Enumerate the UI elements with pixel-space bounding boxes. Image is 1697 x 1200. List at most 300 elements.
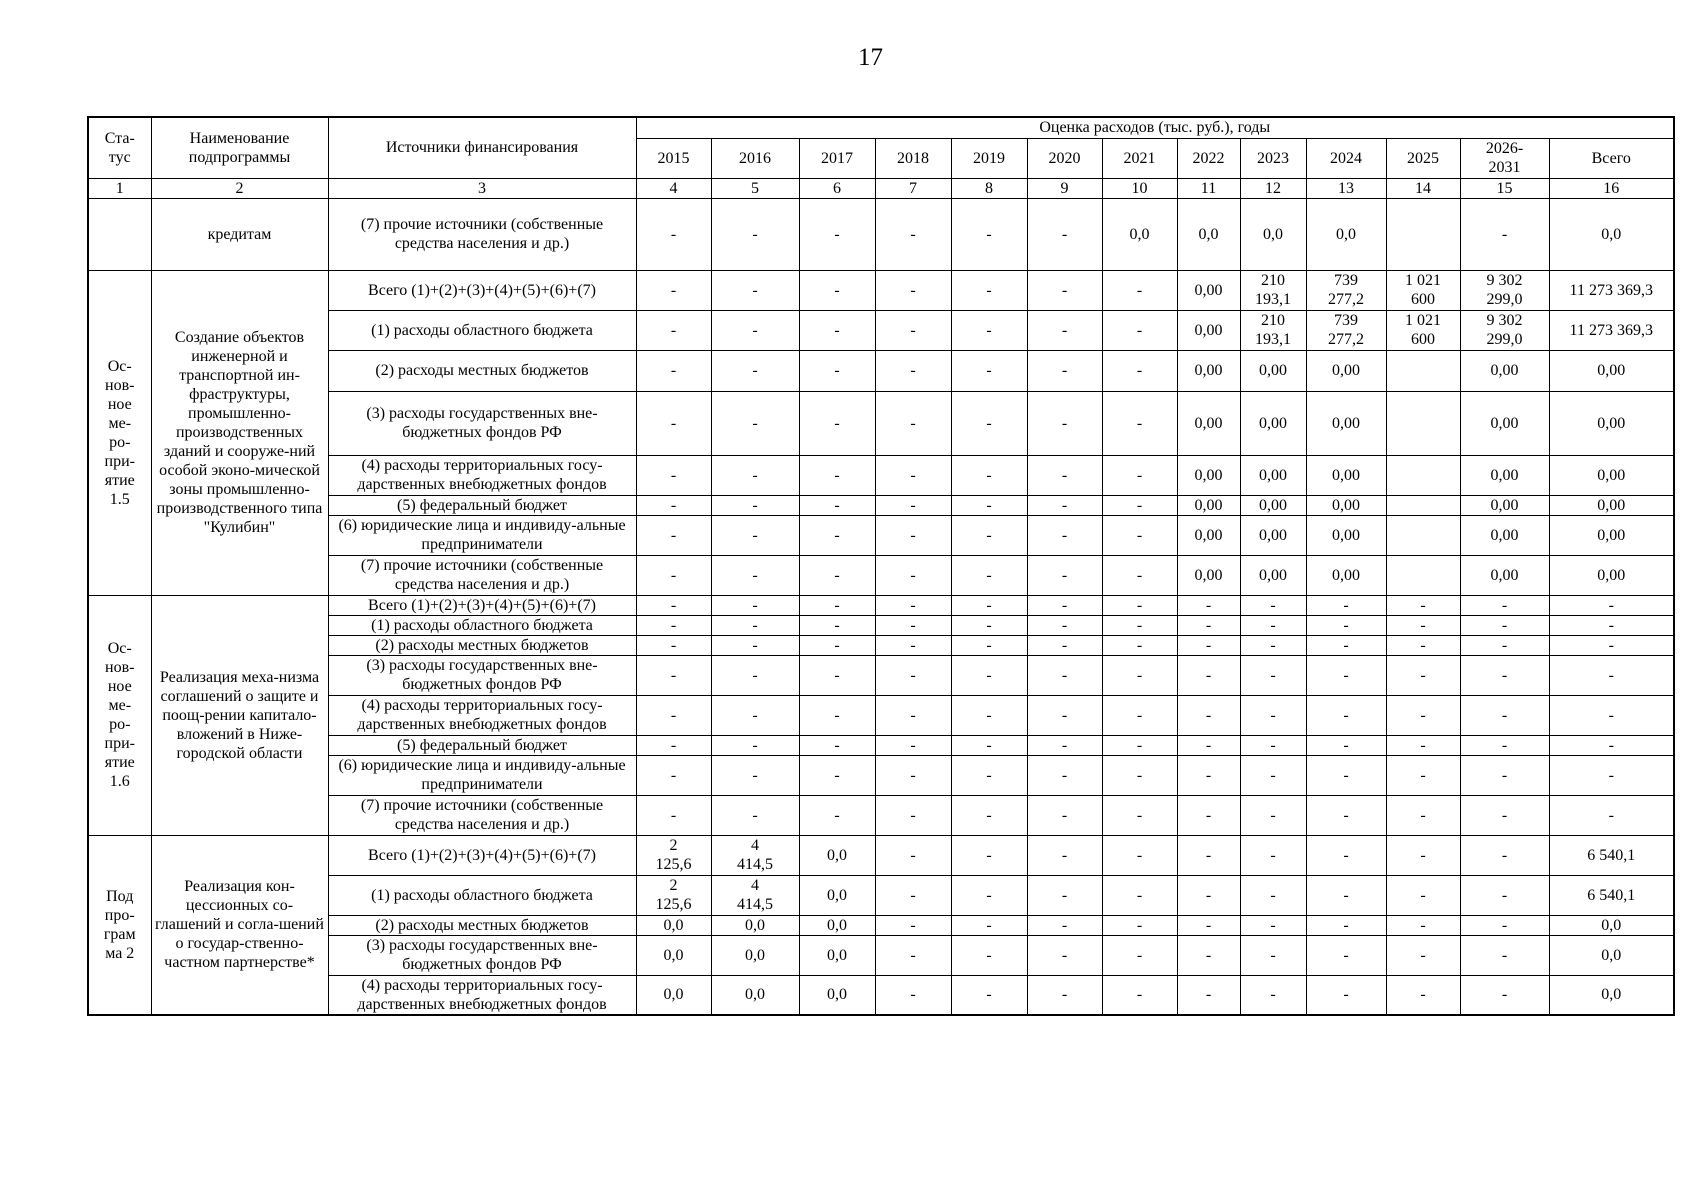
- table-row: [88, 595, 1674, 615]
- header-status: Ста- тус: [88, 117, 151, 178]
- value-cell: -: [951, 795, 1027, 835]
- value-cell: -: [951, 310, 1027, 350]
- value-cell: -: [1027, 310, 1102, 350]
- header-year: 2026- 2031: [1460, 138, 1549, 178]
- value-cell: -: [951, 735, 1027, 755]
- value-cell: 0,00: [1177, 555, 1240, 595]
- value-cell: 6 540,1: [1549, 835, 1674, 875]
- value-cell: -: [1386, 735, 1460, 755]
- value-cell: -: [1027, 555, 1102, 595]
- value-cell: -: [636, 391, 711, 455]
- value-cell: -: [711, 391, 799, 455]
- value-cell: -: [636, 635, 711, 655]
- value-cell: -: [1240, 655, 1306, 695]
- table-row: [88, 270, 1674, 310]
- value-cell: -: [1240, 755, 1306, 795]
- value-cell: -: [799, 595, 875, 615]
- funding-source: (7) прочие источники (собственные средства населения и др.): [328, 555, 636, 595]
- value-cell: -: [1240, 615, 1306, 635]
- value-cell: -: [1460, 915, 1549, 935]
- value-cell: -: [1177, 735, 1240, 755]
- value-cell: -: [1460, 595, 1549, 615]
- value-cell: 0,0: [1549, 198, 1674, 270]
- value-cell: 2 125,6: [636, 875, 711, 915]
- value-cell: 0,0: [1102, 198, 1177, 270]
- value-cell: -: [1386, 975, 1460, 1015]
- funding-source: (2) расходы местных бюджетов: [328, 915, 636, 935]
- funding-source: (4) расходы территориальных госу-дарственных внебюджетных фондов: [328, 695, 636, 735]
- value-cell: -: [1240, 975, 1306, 1015]
- funding-source: (2) расходы местных бюджетов: [328, 635, 636, 655]
- value-cell: -: [636, 735, 711, 755]
- value-cell: -: [1549, 635, 1674, 655]
- value-cell: 0,0: [1549, 935, 1674, 975]
- value-cell: -: [875, 350, 951, 391]
- value-cell: 0,0: [1549, 915, 1674, 935]
- value-cell: -: [1240, 915, 1306, 935]
- value-cell: -: [951, 835, 1027, 875]
- funding-source: (4) расходы территориальных госу-дарственных внебюджетных фондов: [328, 975, 636, 1015]
- value-cell: -: [1240, 595, 1306, 615]
- value-cell: -: [875, 655, 951, 695]
- value-cell: -: [1177, 695, 1240, 735]
- value-cell: -: [1460, 695, 1549, 735]
- value-cell: -: [1460, 735, 1549, 755]
- value-cell: 0,00: [1460, 455, 1549, 495]
- value-cell: -: [1549, 595, 1674, 615]
- header-year: 2016: [711, 138, 799, 178]
- value-cell: 0,00: [1240, 555, 1306, 595]
- value-cell: -: [1027, 915, 1102, 935]
- value-cell: -: [1027, 695, 1102, 735]
- value-cell: 4 414,5: [711, 835, 799, 875]
- value-cell: -: [1027, 515, 1102, 555]
- value-cell: 210 193,1: [1240, 310, 1306, 350]
- value-cell: 0,0: [1306, 198, 1386, 270]
- value-cell: -: [1027, 655, 1102, 695]
- header-row: [88, 117, 1674, 138]
- table-row: [88, 198, 1674, 270]
- value-cell: 0,00: [1177, 350, 1240, 391]
- value-cell: 0,00: [1460, 391, 1549, 455]
- value-cell: -: [1102, 595, 1177, 615]
- header-name: Наименование подпрограммы: [151, 117, 328, 178]
- value-cell: -: [1386, 655, 1460, 695]
- value-cell: -: [1386, 635, 1460, 655]
- value-cell: -: [799, 615, 875, 635]
- value-cell: -: [951, 595, 1027, 615]
- value-cell: -: [1306, 975, 1386, 1015]
- value-cell: [1386, 495, 1460, 515]
- value-cell: -: [799, 735, 875, 755]
- value-cell: -: [1102, 635, 1177, 655]
- header-year: 2023: [1240, 138, 1306, 178]
- value-cell: -: [1102, 795, 1177, 835]
- value-cell: 0,00: [1306, 350, 1386, 391]
- value-cell: 11 273 369,3: [1549, 310, 1674, 350]
- value-cell: -: [636, 515, 711, 555]
- value-cell: -: [1027, 935, 1102, 975]
- value-cell: -: [1027, 635, 1102, 655]
- value-cell: -: [1306, 755, 1386, 795]
- header-year: Всего: [1549, 138, 1674, 178]
- value-cell: -: [711, 695, 799, 735]
- value-cell: -: [1177, 915, 1240, 935]
- value-cell: -: [1027, 735, 1102, 755]
- value-cell: 0,00: [1549, 495, 1674, 515]
- value-cell: 4 414,5: [711, 875, 799, 915]
- subprogram-name: Создание объектов инженерной и транспортной ин-фраструктуры, промышленно-производственных зданий и сооруже-ний особой эконо-мической зоны промышленно-производственного типа "Кулибин": [151, 270, 328, 595]
- value-cell: -: [1027, 875, 1102, 915]
- value-cell: -: [1306, 595, 1386, 615]
- value-cell: -: [951, 635, 1027, 655]
- value-cell: -: [1027, 595, 1102, 615]
- value-cell: -: [1177, 655, 1240, 695]
- value-cell: -: [1460, 615, 1549, 635]
- value-cell: -: [951, 515, 1027, 555]
- subprogram-name: Реализация кон-цессионных со-глашений и согла-шений о государ-ственно-частном партнерстве*: [151, 835, 328, 1015]
- value-cell: -: [1177, 795, 1240, 835]
- value-cell: -: [1306, 875, 1386, 915]
- status-cell: Ос- нов- ное ме- ро- при- ятие 1.5: [88, 270, 151, 595]
- status-cell: Ос- нов- ное ме- ро- при- ятие 1.6: [88, 595, 151, 835]
- value-cell: -: [711, 555, 799, 595]
- value-cell: -: [799, 455, 875, 495]
- value-cell: -: [1102, 655, 1177, 695]
- value-cell: -: [1102, 835, 1177, 875]
- value-cell: -: [799, 515, 875, 555]
- value-cell: -: [1460, 875, 1549, 915]
- value-cell: 0,00: [1549, 515, 1674, 555]
- value-cell: -: [875, 835, 951, 875]
- header-year: 2020: [1027, 138, 1102, 178]
- value-cell: -: [636, 310, 711, 350]
- value-cell: [1386, 198, 1460, 270]
- value-cell: 0,0: [636, 935, 711, 975]
- value-cell: -: [1027, 270, 1102, 310]
- value-cell: 0,00: [1306, 391, 1386, 455]
- value-cell: -: [1386, 695, 1460, 735]
- value-cell: -: [799, 555, 875, 595]
- value-cell: 0,00: [1306, 455, 1386, 495]
- funding-source: Всего (1)+(2)+(3)+(4)+(5)+(6)+(7): [328, 595, 636, 615]
- value-cell: 0,00: [1306, 495, 1386, 515]
- value-cell: 739 277,2: [1306, 270, 1386, 310]
- value-cell: -: [1306, 615, 1386, 635]
- value-cell: -: [1177, 935, 1240, 975]
- value-cell: 0,00: [1549, 555, 1674, 595]
- funding-source: (3) расходы государственных вне-бюджетных фондов РФ: [328, 391, 636, 455]
- value-cell: -: [951, 655, 1027, 695]
- column-number: 5: [711, 178, 799, 198]
- value-cell: -: [1102, 875, 1177, 915]
- page-number: 17: [858, 44, 883, 71]
- funding-source: (3) расходы государственных вне-бюджетных фондов РФ: [328, 935, 636, 975]
- value-cell: 1 021 600: [1386, 310, 1460, 350]
- value-cell: -: [875, 795, 951, 835]
- value-cell: -: [636, 350, 711, 391]
- value-cell: 0,0: [799, 975, 875, 1015]
- value-cell: -: [1102, 695, 1177, 735]
- value-cell: -: [1240, 735, 1306, 755]
- value-cell: 0,00: [1177, 455, 1240, 495]
- value-cell: 1 021 600: [1386, 270, 1460, 310]
- value-cell: -: [799, 655, 875, 695]
- value-cell: 0,0: [1240, 198, 1306, 270]
- value-cell: -: [799, 198, 875, 270]
- column-number: 13: [1306, 178, 1386, 198]
- value-cell: 0,00: [1460, 350, 1549, 391]
- value-cell: -: [875, 515, 951, 555]
- funding-source: (6) юридические лица и индивиду-альные предприниматели: [328, 515, 636, 555]
- value-cell: -: [1177, 975, 1240, 1015]
- value-cell: -: [951, 935, 1027, 975]
- value-cell: 0,0: [799, 935, 875, 975]
- value-cell: -: [1102, 915, 1177, 935]
- value-cell: -: [951, 270, 1027, 310]
- header-year: 2025: [1386, 138, 1460, 178]
- column-number: 12: [1240, 178, 1306, 198]
- value-cell: -: [875, 391, 951, 455]
- value-cell: -: [1306, 635, 1386, 655]
- value-cell: -: [1027, 975, 1102, 1015]
- value-cell: 0,00: [1306, 515, 1386, 555]
- value-cell: -: [1306, 835, 1386, 875]
- value-cell: -: [1027, 455, 1102, 495]
- funding-source: (2) расходы местных бюджетов: [328, 350, 636, 391]
- value-cell: -: [711, 735, 799, 755]
- value-cell: 0,0: [711, 915, 799, 935]
- status-cell: Под про- грам ма 2: [88, 835, 151, 1015]
- value-cell: -: [799, 695, 875, 735]
- value-cell: -: [636, 595, 711, 615]
- value-cell: -: [636, 755, 711, 795]
- column-number: 16: [1549, 178, 1674, 198]
- value-cell: -: [1306, 935, 1386, 975]
- value-cell: -: [1386, 915, 1460, 935]
- value-cell: -: [711, 198, 799, 270]
- column-number: 11: [1177, 178, 1240, 198]
- value-cell: -: [636, 555, 711, 595]
- header-sources: Источники финансирования: [328, 117, 636, 178]
- value-cell: -: [1306, 915, 1386, 935]
- value-cell: 0,0: [636, 975, 711, 1015]
- value-cell: -: [951, 555, 1027, 595]
- value-cell: -: [1102, 455, 1177, 495]
- subprogram-name: Реализация меха-низма соглашений о защите и поощ-рении капитало-вложений в Ниже-городской области: [151, 595, 328, 835]
- value-cell: -: [951, 915, 1027, 935]
- value-cell: -: [636, 270, 711, 310]
- column-number: 9: [1027, 178, 1102, 198]
- value-cell: -: [1027, 795, 1102, 835]
- column-number: 3: [328, 178, 636, 198]
- value-cell: -: [799, 495, 875, 515]
- column-number: 8: [951, 178, 1027, 198]
- funding-source: (5) федеральный бюджет: [328, 735, 636, 755]
- value-cell: [1386, 455, 1460, 495]
- value-cell: -: [875, 270, 951, 310]
- funding-source: (1) расходы областного бюджета: [328, 875, 636, 915]
- column-number: 7: [875, 178, 951, 198]
- value-cell: -: [799, 755, 875, 795]
- value-cell: -: [951, 755, 1027, 795]
- value-cell: -: [951, 391, 1027, 455]
- value-cell: -: [799, 310, 875, 350]
- value-cell: -: [1386, 935, 1460, 975]
- value-cell: -: [875, 735, 951, 755]
- value-cell: 0,00: [1549, 350, 1674, 391]
- value-cell: -: [1027, 755, 1102, 795]
- header-year: 2019: [951, 138, 1027, 178]
- value-cell: 0,0: [799, 915, 875, 935]
- column-number: 2: [151, 178, 328, 198]
- value-cell: 0,0: [799, 875, 875, 915]
- column-number: 4: [636, 178, 711, 198]
- value-cell: -: [875, 555, 951, 595]
- value-cell: -: [799, 635, 875, 655]
- value-cell: -: [1240, 695, 1306, 735]
- value-cell: -: [1240, 935, 1306, 975]
- value-cell: -: [1027, 198, 1102, 270]
- value-cell: -: [1240, 795, 1306, 835]
- value-cell: -: [1102, 391, 1177, 455]
- column-number: 10: [1102, 178, 1177, 198]
- value-cell: 0,00: [1460, 555, 1549, 595]
- value-cell: 0,0: [636, 915, 711, 935]
- value-cell: -: [711, 635, 799, 655]
- value-cell: -: [1102, 310, 1177, 350]
- value-cell: 0,00: [1240, 495, 1306, 515]
- funding-source: (4) расходы территориальных госу-дарственных внебюджетных фондов: [328, 455, 636, 495]
- value-cell: -: [799, 270, 875, 310]
- header-year: 2024: [1306, 138, 1386, 178]
- funding-source: (1) расходы областного бюджета: [328, 615, 636, 635]
- value-cell: 0,00: [1240, 391, 1306, 455]
- value-cell: -: [951, 495, 1027, 515]
- value-cell: -: [1549, 695, 1674, 735]
- value-cell: -: [1027, 350, 1102, 391]
- value-cell: -: [711, 755, 799, 795]
- value-cell: 0,00: [1240, 455, 1306, 495]
- value-cell: -: [711, 350, 799, 391]
- value-cell: -: [1460, 795, 1549, 835]
- value-cell: -: [1102, 495, 1177, 515]
- value-cell: 6 540,1: [1549, 875, 1674, 915]
- value-cell: 9 302 299,0: [1460, 310, 1549, 350]
- value-cell: -: [1386, 595, 1460, 615]
- value-cell: -: [1460, 655, 1549, 695]
- value-cell: 0,00: [1177, 310, 1240, 350]
- value-cell: -: [1549, 755, 1674, 795]
- value-cell: -: [1102, 615, 1177, 635]
- value-cell: -: [1027, 835, 1102, 875]
- value-cell: -: [1460, 755, 1549, 795]
- value-cell: -: [1027, 615, 1102, 635]
- value-cell: -: [636, 495, 711, 515]
- value-cell: -: [951, 615, 1027, 635]
- value-cell: -: [1460, 975, 1549, 1015]
- value-cell: 0,00: [1460, 495, 1549, 515]
- value-cell: -: [1027, 391, 1102, 455]
- value-cell: -: [1177, 635, 1240, 655]
- value-cell: -: [951, 975, 1027, 1015]
- value-cell: -: [875, 975, 951, 1015]
- value-cell: -: [1102, 350, 1177, 391]
- value-cell: 0,00: [1177, 391, 1240, 455]
- value-cell: -: [1460, 935, 1549, 975]
- value-cell: -: [711, 515, 799, 555]
- value-cell: -: [1306, 655, 1386, 695]
- header-year: 2018: [875, 138, 951, 178]
- value-cell: -: [1386, 835, 1460, 875]
- value-cell: -: [1027, 495, 1102, 515]
- value-cell: -: [1240, 635, 1306, 655]
- funding-source: (7) прочие источники (собственные средства населения и др.): [328, 198, 636, 270]
- value-cell: [1386, 515, 1460, 555]
- header-year: 2017: [799, 138, 875, 178]
- value-cell: -: [1549, 795, 1674, 835]
- value-cell: -: [1549, 655, 1674, 695]
- value-cell: -: [1177, 875, 1240, 915]
- value-cell: -: [1306, 695, 1386, 735]
- value-cell: 0,00: [1177, 270, 1240, 310]
- value-cell: 0,00: [1177, 515, 1240, 555]
- value-cell: -: [711, 455, 799, 495]
- value-cell: 0,00: [1460, 515, 1549, 555]
- value-cell: 0,0: [799, 835, 875, 875]
- funding-source: (3) расходы государственных вне-бюджетных фондов РФ: [328, 655, 636, 695]
- value-cell: -: [711, 270, 799, 310]
- value-cell: -: [875, 635, 951, 655]
- value-cell: -: [1102, 735, 1177, 755]
- value-cell: 9 302 299,0: [1460, 270, 1549, 310]
- value-cell: 0,00: [1177, 495, 1240, 515]
- value-cell: -: [875, 695, 951, 735]
- value-cell: -: [1177, 595, 1240, 615]
- value-cell: -: [636, 795, 711, 835]
- value-cell: [1386, 350, 1460, 391]
- value-cell: -: [951, 875, 1027, 915]
- value-cell: -: [875, 310, 951, 350]
- value-cell: -: [875, 615, 951, 635]
- value-cell: 0,00: [1306, 555, 1386, 595]
- value-cell: -: [636, 455, 711, 495]
- budget-table: [87, 116, 1675, 1016]
- funding-source: (1) расходы областного бюджета: [328, 310, 636, 350]
- value-cell: 0,0: [1177, 198, 1240, 270]
- value-cell: [1386, 555, 1460, 595]
- value-cell: -: [1386, 875, 1460, 915]
- value-cell: -: [711, 495, 799, 515]
- value-cell: -: [1240, 875, 1306, 915]
- funding-source: (6) юридические лица и индивиду-альные предприниматели: [328, 755, 636, 795]
- value-cell: -: [875, 455, 951, 495]
- funding-source: (5) федеральный бюджет: [328, 495, 636, 515]
- value-cell: -: [711, 595, 799, 615]
- header-year: 2022: [1177, 138, 1240, 178]
- column-number: 6: [799, 178, 875, 198]
- value-cell: -: [711, 655, 799, 695]
- value-cell: 2 125,6: [636, 835, 711, 875]
- value-cell: 11 273 369,3: [1549, 270, 1674, 310]
- value-cell: -: [1386, 755, 1460, 795]
- funding-source: (7) прочие источники (собственные средства населения и др.): [328, 795, 636, 835]
- value-cell: 0,0: [1549, 975, 1674, 1015]
- value-cell: -: [875, 935, 951, 975]
- value-cell: -: [875, 198, 951, 270]
- column-number: 14: [1386, 178, 1460, 198]
- value-cell: -: [711, 795, 799, 835]
